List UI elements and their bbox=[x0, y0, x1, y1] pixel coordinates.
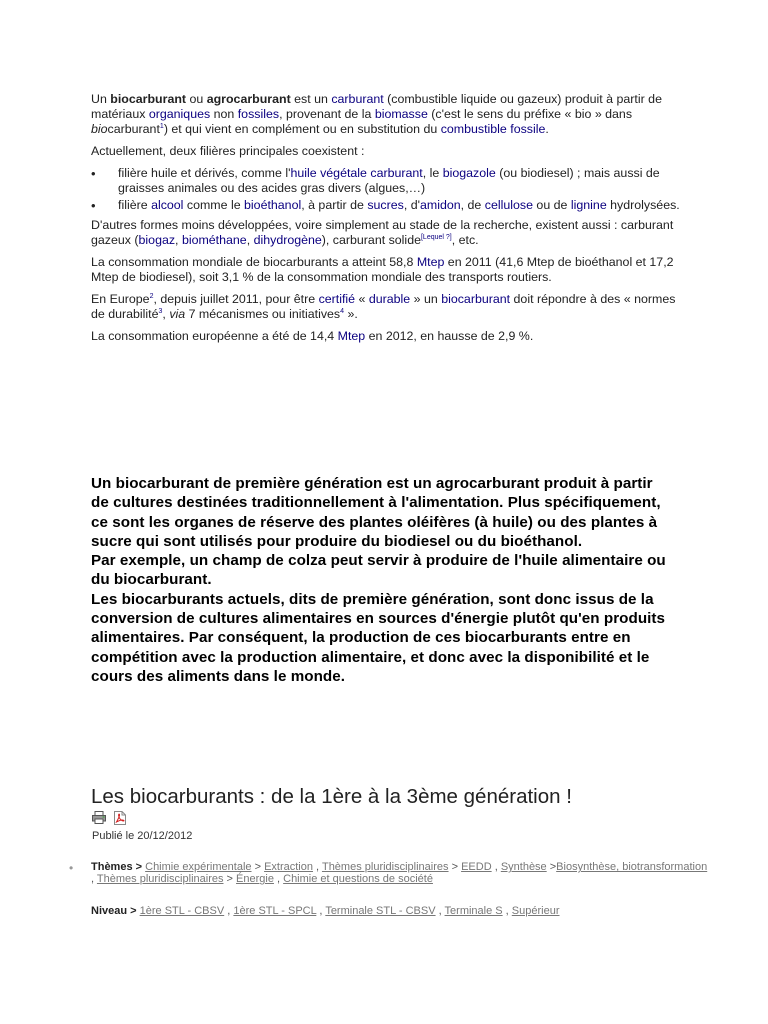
link-dihydrogene[interactable]: dihydrogène bbox=[253, 233, 322, 247]
intro-paragraph-4: La consommation mondiale de biocarburants a atteint 58,8 Mtep en 2011 (41,6 Mtep de bioéthanol et 17,2 Mtep de biodiesel), soit 3,1 % de la consommation mondiale des transports routiers. bbox=[91, 255, 674, 284]
intro-paragraph-2: Actuellement, deux filières principales coexistent : bbox=[91, 144, 365, 158]
niveau-label: Niveau > bbox=[91, 905, 137, 917]
niveau-link[interactable]: Terminale STL - CBSV bbox=[325, 905, 436, 917]
niveau-list: Niveau > 1ère STL - CBSV , 1ère STL - SPCL , Terminale STL - CBSV , Terminale S , Supérieur bbox=[91, 905, 560, 917]
footnote-2[interactable]: 2 bbox=[149, 293, 154, 300]
link-biomasse[interactable]: biomasse bbox=[374, 107, 428, 121]
article-title: Les biocarburants : de la 1ère à la 3ème génération ! bbox=[91, 785, 572, 808]
link-organiques[interactable]: organiques bbox=[148, 107, 211, 121]
intro-paragraph-3: D'autres formes moins développées, voire simplement au stade de la recherche, existent aussi : carburant gazeux (biogaz, biométhane, dihydrogène), carburant solide[Lequel ?], etc. bbox=[91, 218, 674, 247]
term-biocarburant: biocarburant bbox=[110, 92, 187, 106]
themes-list: • Thèmes > Chimie expérimentale > Extraction , Thèmes pluridisciplinaires > EEDD , Synthèse >Biosynthèse, biotransformation , Thèmes pluridisciplinaires > Énergie , Chimie et questions de société bbox=[69, 861, 708, 886]
theme-link[interactable]: Extraction bbox=[264, 861, 313, 873]
link-lignine[interactable]: lignine bbox=[570, 198, 607, 212]
link-biogazole[interactable]: biogazole bbox=[442, 166, 496, 180]
link-carburant[interactable]: carburant bbox=[331, 92, 384, 106]
link-biogaz[interactable]: biogaz bbox=[138, 233, 176, 247]
themes-label: Thèmes > bbox=[91, 861, 143, 873]
link-combustible-fossile[interactable]: combustible fossile bbox=[440, 122, 546, 136]
footnote-4[interactable]: 4 bbox=[340, 308, 345, 315]
link-huile-vegetale-carburant[interactable]: huile végétale carburant bbox=[290, 166, 423, 180]
niveau-link[interactable]: Supérieur bbox=[511, 905, 560, 917]
niveau-link[interactable]: Terminale S bbox=[444, 905, 503, 917]
link-certifie[interactable]: certifié bbox=[318, 292, 356, 306]
bold-paragraph-2: Par exemple, un champ de colza peut servir à produire de l'huile alimentaire ou du biocarburant. bbox=[91, 552, 666, 589]
bold-paragraph-1: Un biocarburant de première génération est un agrocarburant produit à partir de cultures destinées traditionnellement à l'alimentation. Plus spécifiquement, ce sont les organes de réserve des plantes oléifères (à huile) ou des plantes à sucre qui sont utilisés pour produire du biodiesel ou du bioéthanol. bbox=[91, 475, 661, 550]
link-cellulose[interactable]: cellulose bbox=[484, 198, 533, 212]
bullet-icon: • bbox=[91, 166, 96, 181]
theme-link[interactable]: Biosynthèse, biotransformation bbox=[556, 861, 708, 873]
bullet-icon: • bbox=[69, 861, 74, 875]
publish-date: Publié le 20/12/2012 bbox=[92, 830, 193, 842]
link-mtep[interactable]: Mtep bbox=[416, 255, 445, 269]
intro-paragraph-5: En Europe$^2$, depuis juillet 2011, pour être certifié « durable » un biocarburant doit répondre à des « normes de durabilité$^3$, via 7 mécanismes ou initiatives$^4$ ». bbox=[91, 292, 676, 321]
link-fossiles[interactable]: fossiles bbox=[237, 107, 280, 121]
link-durable[interactable]: durable bbox=[368, 292, 411, 306]
niveau-link[interactable]: 1ère STL - CBSV bbox=[139, 905, 225, 917]
intro-paragraph-6: La consommation européenne a été de 14,4 Mtep en 2012, en hausse de 2,9 %. bbox=[91, 329, 534, 343]
list-item: • filière alcool comme le bioéthanol, à partir de sucres, d'amidon, de cellulose ou de lignine hydrolysées. bbox=[91, 198, 680, 213]
theme-link[interactable]: Thèmes pluridisciplinaires bbox=[96, 873, 224, 886]
theme-link[interactable]: EEDD bbox=[461, 861, 492, 873]
link-amidon[interactable]: amidon bbox=[420, 198, 461, 212]
intro-section bbox=[91, 92, 691, 351]
theme-link[interactable]: Chimie expérimentale bbox=[145, 861, 252, 873]
footnote-3[interactable]: 3 bbox=[158, 308, 163, 315]
footnote-1[interactable]: 1 bbox=[159, 123, 164, 130]
bullet-icon: • bbox=[91, 198, 96, 213]
link-biocarburant[interactable]: biocarburant bbox=[441, 292, 511, 306]
theme-link[interactable]: Synthèse bbox=[500, 861, 547, 873]
intro-paragraph-1: Un biocarburant ou agrocarburant est un carburant (combustible liquide ou gazeux) produit à partir de matériaux organiques non fossiles, provenant de la biomasse (c'est le sens du préfixe « bio » dans biocarburant$^1$) et qui vient en complément ou en substitution du combustible fossile. bbox=[91, 92, 662, 136]
article-tools bbox=[92, 811, 130, 825]
first-generation-section bbox=[91, 474, 671, 686]
link-biomethane[interactable]: biométhane bbox=[181, 233, 247, 247]
link-mtep-2[interactable]: Mtep bbox=[337, 329, 366, 343]
list-item: • filière huile et dérivés, comme l'huile végétale carburant, le biogazole (ou biodiesel) ; mais aussi de graisses animales ou des acides gras divers (algues,…) bbox=[91, 166, 660, 195]
filieres-list bbox=[91, 166, 691, 213]
niveau-link[interactable]: 1ère STL - SPCL bbox=[233, 905, 317, 917]
link-alcool[interactable]: alcool bbox=[151, 198, 184, 212]
theme-link[interactable]: Thèmes pluridisciplinaires bbox=[321, 861, 449, 873]
bold-paragraph-3: Les biocarburants actuels, dits de première génération, sont donc issus de la conversion de cultures alimentaires en sources d'énergie plutôt qu'en produits alimentaires. Par conséquent, la production de ces biocarburants entre en compétition avec la production alimentaire, et donc avec la disponibilité et le cours des aliments dans le monde. bbox=[91, 590, 666, 685]
printer-icon[interactable] bbox=[92, 811, 106, 829]
pdf-icon[interactable] bbox=[114, 811, 126, 830]
link-sucres[interactable]: sucres bbox=[367, 198, 404, 212]
link-bioethanol[interactable]: bioéthanol bbox=[244, 198, 302, 212]
citation-needed-link[interactable]: [Lequel ?] bbox=[420, 234, 452, 241]
theme-link[interactable]: Énergie bbox=[236, 873, 274, 886]
theme-link[interactable]: Chimie et questions de société bbox=[283, 873, 433, 886]
term-agrocarburant: agrocarburant bbox=[206, 92, 291, 106]
